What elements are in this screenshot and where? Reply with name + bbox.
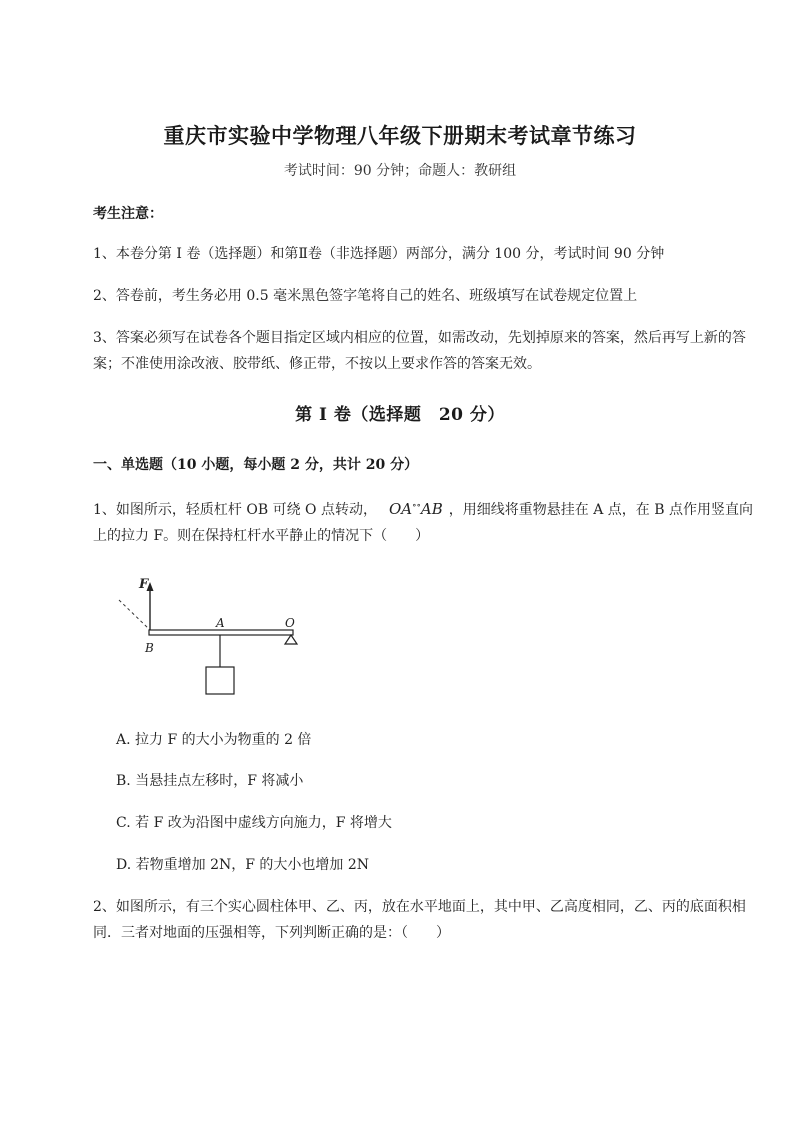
label-f: F <box>139 577 149 592</box>
question-1-stem-part-a: 1、如图所示，轻质杠杆 OB 可绕 O 点转动， <box>93 502 377 518</box>
question-2-stem: 2、如图所示，有三个实心圆柱体甲、乙、丙，放在水平地面上，其中甲、乙高度相同，乙、丙的底面积相同．三者对地面的压强相等，下列判断正确的是：（ ） <box>93 899 746 941</box>
question-1-stem <box>93 493 753 549</box>
lever-bar <box>149 630 293 635</box>
part-heading: 一、单选题（10 小题，每小题 2 分，共计 20 分） <box>93 457 419 473</box>
notice-item-2: 2、答卷前，考生务必用 0.5 毫米黑色签字笔将自己的姓名、班级填写在试卷规定位置上 <box>93 288 638 304</box>
exam-info: 考试时间：90 分钟；命题人：教研组 <box>283 163 517 179</box>
pivot-triangle <box>285 635 297 644</box>
section-title: 第 I 卷（选择题 20 分） <box>295 405 505 425</box>
math-ab: AB <box>420 500 443 518</box>
math-expression <box>389 500 443 518</box>
label-a: A <box>216 616 225 630</box>
label-o: O <box>285 616 295 630</box>
label-b: B <box>145 641 154 655</box>
question-1-stem-part-b: ，用细线将重物悬挂在 A 点，在 B 点作用竖直向上的拉力 F。则在保持杠杆水平静止的情况下（ ） <box>93 502 753 544</box>
question-1-option-d: D. 若物重增加 2N，F 的大小也增加 2N <box>116 857 370 873</box>
math-relation-symbol: ∘∘ <box>412 501 421 511</box>
notice-heading: 考生注意： <box>93 206 163 222</box>
page-title: 重庆市实验中学物理八年级下册期末考试章节练习 <box>163 123 637 148</box>
lever-diagram <box>113 572 303 702</box>
question-1-option-c: C. 若 F 改为沿图中虚线方向施力，F 将增大 <box>116 815 392 831</box>
notice-item-3: 3、答案必须写在试卷各个题目指定区域内相应的位置，如需改动，先划掉原来的答案，然后再写上新的答案；不准使用涂改液、胶带纸、修正带，不按以上要求作答的答案无效。 <box>93 330 746 372</box>
question-1-option-a: A. 拉力 F 的大小为物重的 2 倍 <box>116 732 312 748</box>
dashed-force-line <box>119 600 150 630</box>
math-oa: OA <box>388 500 413 518</box>
weight-block <box>206 667 234 694</box>
question-1-option-b: B. 当悬挂点左移时，F 将减小 <box>116 773 304 789</box>
notice-item-1: 1、本卷分第 I 卷（选择题）和第Ⅱ卷（非选择题）两部分，满分 100 分，考试时间 90 分钟 <box>93 246 665 262</box>
